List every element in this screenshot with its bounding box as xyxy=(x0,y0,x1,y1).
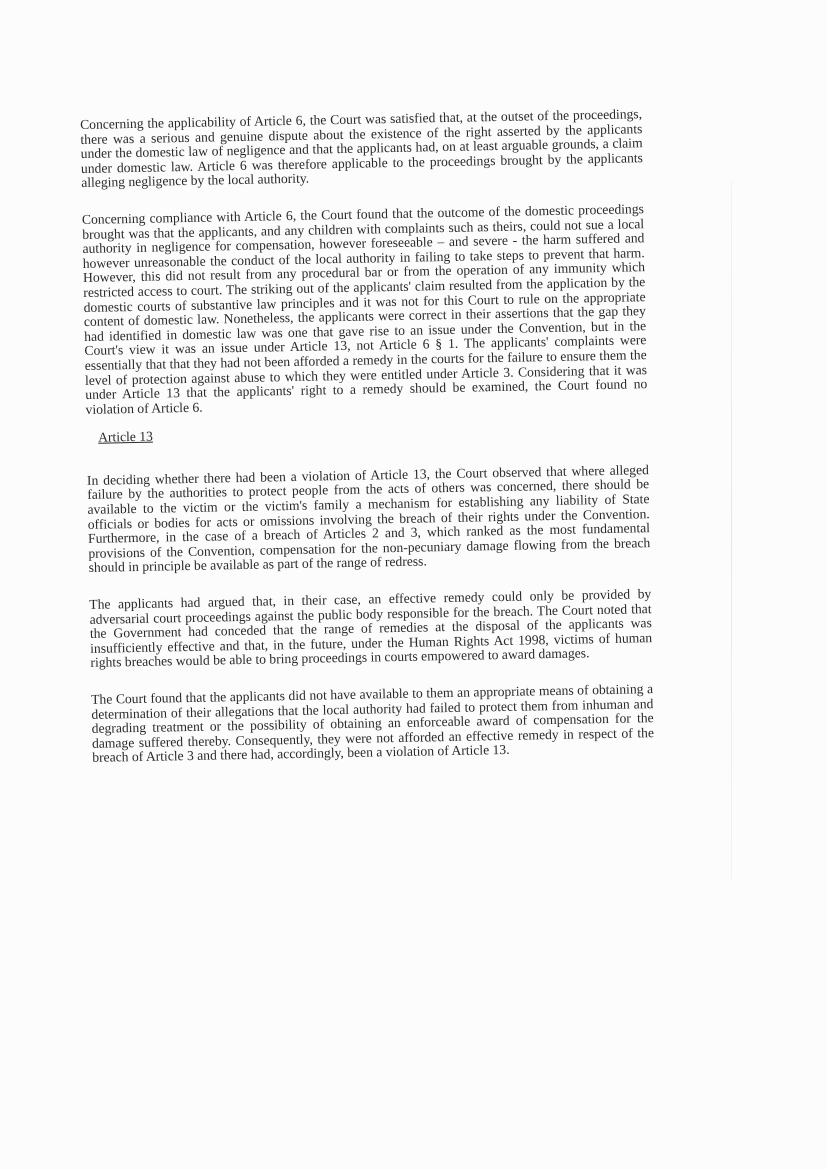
paragraph-article13-violation: In deciding whether there had been a violation of Article 13, the Court observed that where alleged failure by the authorities to protect people from the acts of others was concerned, there should be available to the victim or the victim's family a mechanism for establishing any liability of State officials or bodies for acts or omissions involving the breach of their rights under the Convention. Furthermore, in the case of a breach of Articles 2 and 3, which ranked as the most fundamental provisions of the Convention, compensation for the non-pecuniary damage flowing from the breach should in principle be available as part of the range of redress. xyxy=(86,462,651,576)
paragraph-court-finding: The Court found that the applicants did not have available to them an appropriate means of obtaining a determination of their allegations that the local authority had failed to protect them from inhuman and degrading treatment or the possibility of obtaining an enforceable award of compensation for the damage suffered thereby. Consequently, they were not afforded an effective remedy in respect of the breach of Article 3 and there had, accordingly, been a violation of Article 13. xyxy=(91,681,655,766)
document-body xyxy=(80,107,655,780)
paragraph-article6-applicability: Concerning the applicability of Article 6, the Court was satisfied that, at the outset of the proceedings, there was a serious and genuine dispute about the existence of the right asserted by the applicants under the domestic law of negligence and that the applicants had, on at least arguable grounds, a claim under domestic law. Article 6 was therefore applicable to the proceedings brought by the applicants alleging negligence by the local authority. xyxy=(79,106,644,191)
section-heading-article13: Article 13 xyxy=(97,428,154,445)
paragraph-article6-compliance: Concerning compliance with Article 6, the Court found that the outcome of the domestic proceedings brought was that the applicants, and any children with complaints such as theirs, could not sue a local authority in negligence for compensation, however foreseeable – and severe - the harm suffered and however unreasonable the conduct of the local authority in failing to take steps to prevent that harm. However, this did not result from any procedural bar or from the operation of any immunity which restricted access to court. The striking out of the applicants' claim resulted from the application by the domestic courts of substantive law principles and it was not for this Court to rule on the appropriate content of domestic law. Nonetheless, the applicants were correct in their assertions that the gap they had identified in domestic law was one that gave rise to an issue under the Convention, but in the Court's view it was an issue under Article 13, not Article 6 § 1. The applicants' complaints were essentially that that they had not been afforded a remedy in the courts for the failure to ensure them the level of protection against abuse to which they were entitled under Article 3. Considering that it was under Article 13 that the applicants' right to a remedy should be examined, the Court found no violation of Article 6. xyxy=(81,201,648,417)
section-heading-wrap xyxy=(86,420,649,463)
paragraph-applicants-argument: The applicants had argued that, in their case, an effective remedy could only be provided by adversarial court proceedings against the public body responsible for the breach. The Court noted that the Government had conceded that the range of remedies at the disposal of the applicants was insufficiently effective and that, in the future, under the Human Rights Act 1998, victims of human rights breaches would be able to bring proceedings in courts empowered to award damages. xyxy=(89,586,653,671)
scan-shadow-line xyxy=(731,180,732,880)
